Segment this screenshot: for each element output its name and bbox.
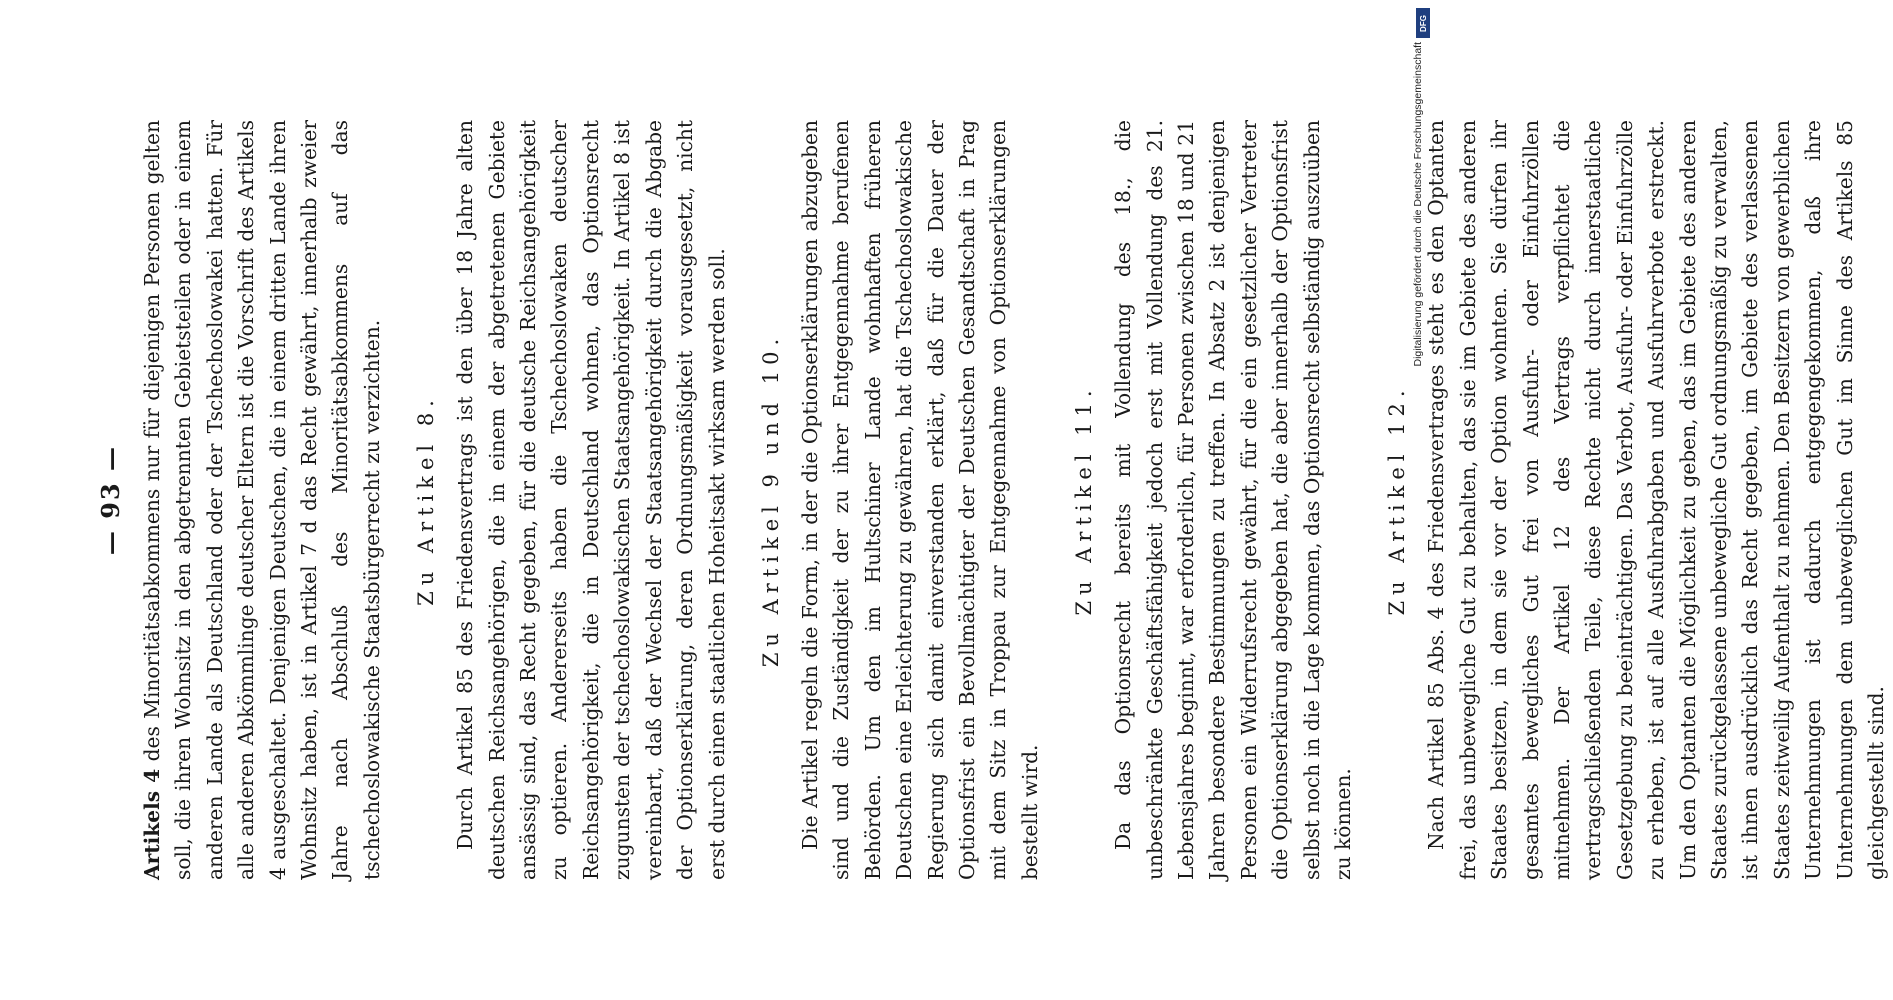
paragraph-intro-bold: Artikels 4 <box>140 768 164 880</box>
heading-artikel-12: Zu Artikel 12. <box>1385 384 1410 616</box>
dfg-logo-text: DFG <box>1418 14 1428 32</box>
paragraph-artikel-9-10: Die Artikel regeln die Form, in der die Optionserklärungen abzugeben sind und die Zuständigkeit der zu ihrer Entgegennahme berufenen Behörden. Um den im Hultschiner Lande wohnhaften früheren Deutschen eine Erleichterung zu gewähren, hat die Tschechoslowakische Regierung sich damit einverstanden erklärt, daß für die Dauer der Optionsfrist ein Bevollmächtigter der Deutschen Gesandtschaft in Prag mit dem Sitz in Troppau zur Entgegennahme von Optionserklärungen bestellt wird. <box>797 120 1042 880</box>
page-body <box>52 90 1893 910</box>
paragraph-artikel-8: Durch Artikel 85 des Friedensvertrags ist den über 18 Jahre alten deutschen Reichsangehörigen, die in einem der abgetretenen Gebiete ansässig sind, das Recht gegeben, für die deutsche Reichsangehörigkeit zu optieren. Andererseits haben die Tschechoslowaken deutscher Reichsangehörigkeit, die in Deutschland wohnen, das Optionsrecht zugunsten der tschechoslowakischen Staatsangehörigkeit. In Artikel 8 ist vereinbart, daß der Wechsel der Staatsangehörigkeit durch die Abgabe der Optionserklärung, deren Ordnungsmäßigkeit vorausgesetzt, nicht erst durch einen staatlichen Hoheitsakt wirksam werden soll. <box>453 120 729 880</box>
heading-artikel-8: Zu Artikel 8. <box>414 394 439 606</box>
dfg-logo <box>1416 8 1430 38</box>
page-number-header: — 93 — <box>96 444 125 556</box>
heading-artikel-11: Zu Artikel 11. <box>1072 384 1097 616</box>
paragraph-artikel-11: Da das Optionsrecht bereits mit Vollendung des 18., die unbeschränkte Geschäftsfähigkeit jedoch erst mit Vollendung des 21. Lebensjahres beginnt, war erforderlich, für Personen zwischen 18 und 21 Jahren besondere Bestimmungen zu treffen. In Absatz 2 ist denjenigen Personen ein Widerrufsrecht gewährt, für die ein gesetzlicher Vertreter die Optionserklärung abgegeben hat, die aber innerhalb der Optionsfrist selbst noch in die Lage kommen, das Optionsrecht selbständig auszuüben zu können. <box>1111 120 1355 880</box>
paragraph-artikel-12: Nach Artikel 85 Abs. 4 des Friedensvertrages steht es den Optanten frei, das unbewegliche Gut zu behalten, das sie im Gebiete des anderen Staates besitzen, in dem sie vor der Option wohnten. Sie dürfen ihr gesamtes bewegliches Gut frei von Ausfuhr- oder Einfuhrzöllen mitnehmen. Der Artikel 12 des Vertrags verpflichtet die vertragschließenden Teile, diese Rechte nicht durch innerstaatliche Gesetzgebung zu beeinträchtigen. Das Verbot, Ausfuhr- oder Einfuhrzölle zu erheben, ist auf alle Ausfuhrabgaben und Ausfuhrverbote erstreckt. Um den Optanten die Möglichkeit zu geben, das im Gebiete des anderen Staates zurückgelassene unbewegliche Gut ordnungsmäßig zu verwalten, ist ihnen ausdrücklich das Recht gegeben, im Gebiete des verlassenen Staates zeitweilig Aufenthalt zu nehmen. Den Besitzern von gewerblichen Unternehmungen ist dadurch entgegengekommen, daß ihre Unternehmungen dem unbeweglichen Gut im Sinne des Artikels 85 gleichgestellt sind. <box>1424 120 1889 880</box>
paragraph-intro <box>137 120 388 880</box>
paragraph-intro-text: des Minoritätsabkommens nur für diejenigen Personen gelten soll, die ihren Wohnsitz in den abgetrennten Gebietsteilen oder in einem anderen Lande als Deutschland oder der Tschechoslowakei hatten. Für alle anderen Abkömmlinge deutscher Eltern ist die Vorschrift des Artikels 4 ausgeschaltet. Denjenigen Deutschen, die in einem dritten Lande ihren Wohnsitz haben, ist in Artikel 7 d das Recht gewährt, innerhalb zweier Jahre nach Abschluß des Minoritätsabkommens auf das tschechoslowakische Staatsbürgerrecht zu verzichten. <box>140 120 384 880</box>
funding-credit-text: Digitalisierung gefördert durch die Deutsche Forschungsgemeinschaft <box>1412 42 1424 367</box>
heading-artikel-9-10: Zu Artikel 9 und 10. <box>758 332 783 668</box>
funding-credit-strip <box>1402 0 1436 1000</box>
